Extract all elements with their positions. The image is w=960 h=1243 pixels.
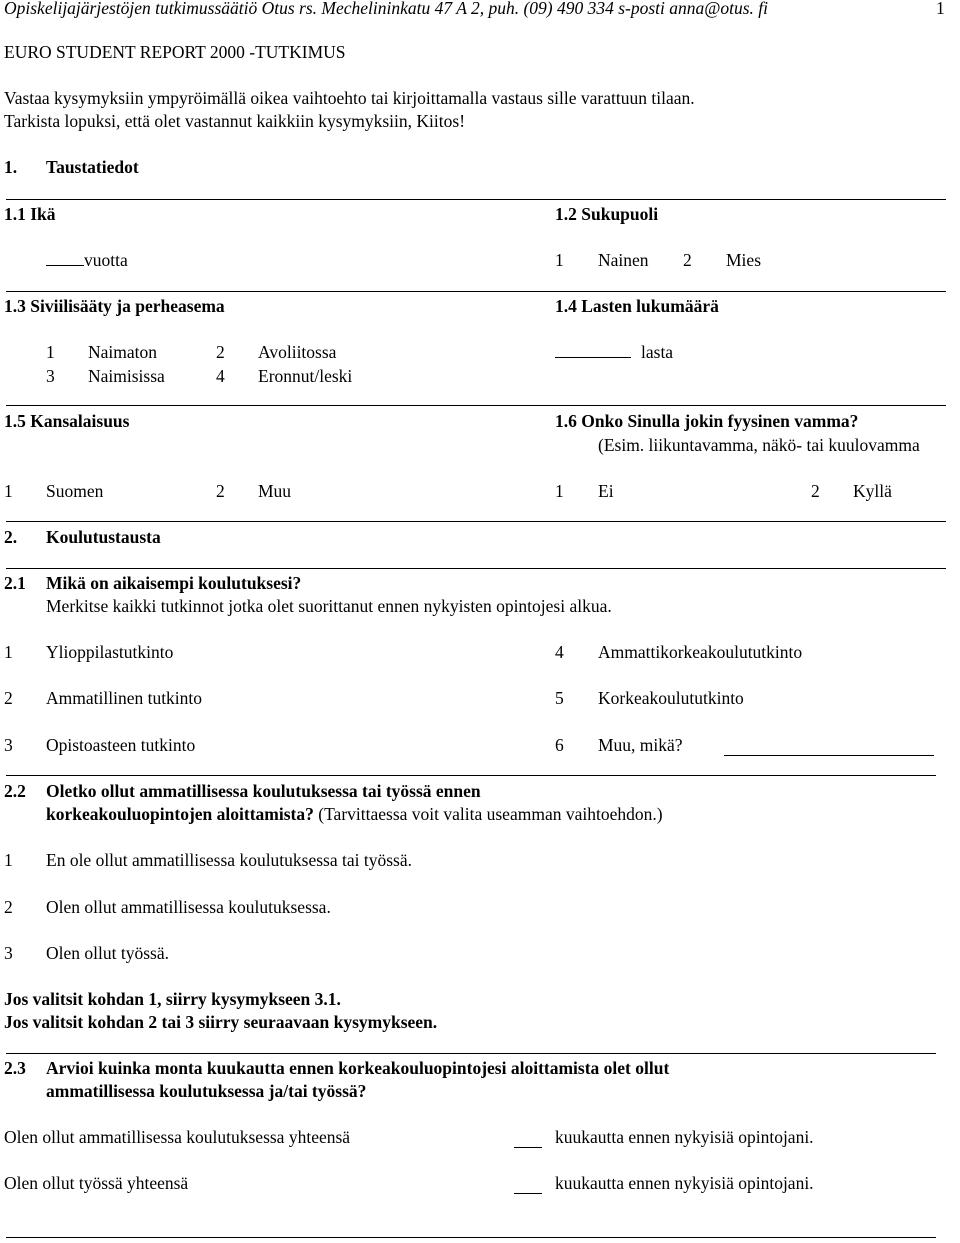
education-option-5-number[interactable]: 5 bbox=[555, 688, 564, 708]
citizenship-option-1-number[interactable]: 1 bbox=[4, 481, 13, 501]
education-option-3-number[interactable]: 3 bbox=[4, 735, 13, 755]
training-months-label: Olen ollut ammatillisessa koulutuksessa yhteensä bbox=[4, 1127, 351, 1147]
q2-1-title: Mikä on aikaisempi koulutuksesi? bbox=[46, 573, 302, 593]
disability-option-2[interactable]: Kyllä bbox=[853, 481, 892, 501]
citizenship-option-2[interactable]: Muu bbox=[258, 481, 292, 501]
education-option-6[interactable]: Muu, mikä? bbox=[598, 735, 683, 755]
q1-2-label: 1.2 Sukupuoli bbox=[555, 204, 659, 224]
education-option-6-number[interactable]: 6 bbox=[555, 735, 564, 755]
skip-instruction-1: Jos valitsit kohdan 1, siirry kysymykseen 3.1. bbox=[4, 989, 341, 1009]
skip-instruction-2: Jos valitsit kohdan 2 tai 3 siirry seuraavaan kysymykseen. bbox=[4, 1012, 438, 1032]
divider bbox=[6, 1053, 936, 1054]
q2-2-note: (Tarvittaessa voit valita useamman vaihtoehdon.) bbox=[318, 804, 663, 824]
education-option-2[interactable]: Ammatillinen tutkinto bbox=[46, 688, 203, 708]
experience-option-3-number[interactable]: 3 bbox=[4, 943, 13, 963]
divider bbox=[6, 521, 946, 522]
q1-4-label: 1.4 Lasten lukumäärä bbox=[555, 296, 719, 316]
divider bbox=[6, 199, 946, 200]
disability-option-1-number[interactable]: 1 bbox=[555, 481, 564, 501]
page-number: 1 bbox=[936, 0, 945, 18]
work-months-suffix: kuukautta ennen nykyisiä opintojani. bbox=[555, 1173, 814, 1193]
q2-3-number: 2.3 bbox=[4, 1058, 26, 1078]
marital-option-4[interactable]: Eronnut/leski bbox=[258, 366, 353, 386]
divider bbox=[6, 775, 936, 776]
q1-1-label: 1.1 Ikä bbox=[4, 204, 56, 224]
citizenship-option-1[interactable]: Suomen bbox=[46, 481, 104, 501]
q2-1-note: Merkitse kaikki tutkinnot jotka olet suorittanut ennen nykyisten opintojesi alkua. bbox=[46, 596, 612, 616]
divider bbox=[6, 291, 946, 292]
work-months-label: Olen ollut työssä yhteensä bbox=[4, 1173, 189, 1193]
q2-2-title-line-2: korkeakouluopintojen aloittamista? bbox=[46, 804, 314, 824]
q1-3-label: 1.3 Siviilisääty ja perheasema bbox=[4, 296, 225, 316]
work-months-field[interactable] bbox=[514, 1175, 542, 1194]
education-option-4-number[interactable]: 4 bbox=[555, 642, 564, 662]
divider bbox=[6, 405, 946, 406]
education-option-2-number[interactable]: 2 bbox=[4, 688, 13, 708]
document-title: EURO STUDENT REPORT 2000 -TUTKIMUS bbox=[4, 42, 346, 62]
training-months-field[interactable] bbox=[514, 1129, 542, 1148]
intro-line-1: Vastaa kysymyksiin ympyröimällä oikea vaihtoehto tai kirjoittamalla vastaus sille varattuun tilaan. bbox=[4, 88, 695, 108]
disability-option-2-number[interactable]: 2 bbox=[811, 481, 820, 501]
q2-3-title-line-2: ammatillisessa koulutuksessa ja/tai työssä? bbox=[46, 1081, 367, 1101]
q2-2-number: 2.2 bbox=[4, 781, 26, 801]
section-1-title: Taustatiedot bbox=[46, 157, 139, 177]
disability-option-1[interactable]: Ei bbox=[598, 481, 614, 501]
age-unit: vuotta bbox=[84, 250, 128, 270]
section-2-title: Koulutustausta bbox=[46, 527, 161, 547]
q1-6-note: (Esim. liikuntavamma, näkö- tai kuulovamma bbox=[598, 435, 920, 455]
marital-option-4-number[interactable]: 4 bbox=[216, 366, 225, 386]
section-2-number: 2. bbox=[4, 527, 18, 547]
q2-1-number: 2.1 bbox=[4, 573, 26, 593]
experience-option-3[interactable]: Olen ollut työssä. bbox=[46, 943, 169, 963]
divider bbox=[6, 568, 946, 569]
other-education-field[interactable] bbox=[724, 737, 934, 756]
education-option-1[interactable]: Ylioppilastutkinto bbox=[46, 642, 174, 662]
page-header: Opiskelijajärjestöjen tutkimussäätiö Otus rs. Mechelininkatu 47 A 2, puh. (09) 490 334 s-posti anna@otus. fi bbox=[4, 0, 769, 18]
q1-5-label: 1.5 Kansalaisuus bbox=[4, 411, 130, 431]
marital-option-3[interactable]: Naimisissa bbox=[88, 366, 165, 386]
education-option-3[interactable]: Opistoasteen tutkinto bbox=[46, 735, 196, 755]
q2-2-title-line-1: Oletko ollut ammatillisessa koulutuksessa tai työssä ennen bbox=[46, 781, 481, 801]
marital-option-1-number[interactable]: 1 bbox=[46, 342, 55, 362]
section-1-number: 1. bbox=[4, 157, 18, 177]
q2-3-title-line-1: Arvioi kuinka monta kuukautta ennen korkeakouluopintojesi aloittamista olet ollut bbox=[46, 1058, 670, 1078]
experience-option-1[interactable]: En ole ollut ammatillisessa koulutuksessa tai työssä. bbox=[46, 850, 412, 870]
gender-option-1-number[interactable]: 1 bbox=[555, 250, 564, 270]
marital-option-2[interactable]: Avoliitossa bbox=[258, 342, 337, 362]
marital-option-3-number[interactable]: 3 bbox=[46, 366, 55, 386]
age-field[interactable] bbox=[46, 252, 128, 270]
gender-option-2-number[interactable]: 2 bbox=[683, 250, 692, 270]
experience-option-2[interactable]: Olen ollut ammatillisessa koulutuksessa. bbox=[46, 897, 331, 917]
experience-option-1-number[interactable]: 1 bbox=[4, 850, 13, 870]
children-field[interactable] bbox=[555, 344, 673, 362]
training-months-suffix: kuukautta ennen nykyisiä opintojani. bbox=[555, 1127, 814, 1147]
experience-option-2-number[interactable]: 2 bbox=[4, 897, 13, 917]
marital-option-1[interactable]: Naimaton bbox=[88, 342, 158, 362]
education-option-5[interactable]: Korkeakoulututkinto bbox=[598, 688, 744, 708]
q1-6-label: 1.6 Onko Sinulla jokin fyysinen vamma? bbox=[555, 411, 859, 431]
citizenship-option-2-number[interactable]: 2 bbox=[216, 481, 225, 501]
marital-option-2-number[interactable]: 2 bbox=[216, 342, 225, 362]
gender-option-1[interactable]: Nainen bbox=[598, 250, 649, 270]
children-unit: lasta bbox=[641, 342, 674, 362]
education-option-4[interactable]: Ammattikorkeakoulututkinto bbox=[598, 642, 803, 662]
divider bbox=[6, 1237, 936, 1238]
gender-option-2[interactable]: Mies bbox=[726, 250, 761, 270]
intro-line-2: Tarkista lopuksi, että olet vastannut kaikkiin kysymyksiin, Kiitos! bbox=[4, 111, 466, 131]
education-option-1-number[interactable]: 1 bbox=[4, 642, 13, 662]
